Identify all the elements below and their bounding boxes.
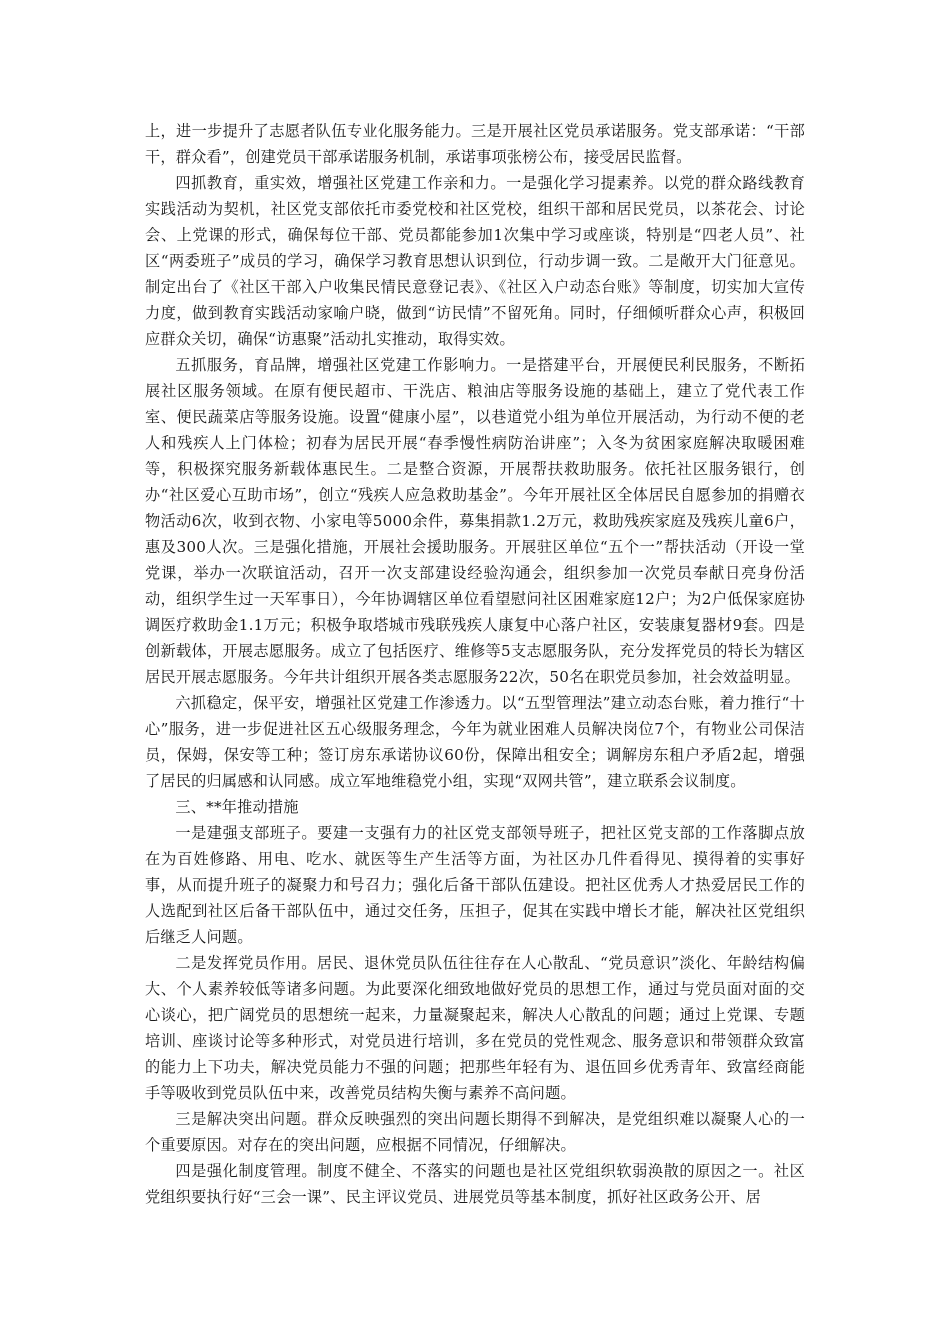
paragraph-service: 五抓服务，育品牌，增强社区党建工作影响力。一是搭建平台，开展便民利民服务，不断拓展社区服务领域。在原有便民超市、干洗店、粮油店等服务设施的基础上，建立了党代表工作室、便民蔬菜店等服务设施。设置“健康小屋”，以巷道党小组为单位开展活动，为行动不便的老人和残疾人上门体检；初春为居民开展“春季慢性病防治讲座”；入冬为贫困家庭解决取暖困难等，积极探究服务新载体惠民生。二是整合资源，开展帮扶救助服务。依托社区服务银行，创办“社区爱心互助市场”，创立“残疾人应急救助基金”。今年开展社区全体居民自愿参加的捐赠衣物活动6次，收到衣物、小家电等5000余件，募集捐款1.2万元，救助残疾家庭及残疾儿童6户，惠及300人次。三是强化措施，开展社会援助服务。开展驻区单位“五个一”帮扶活动（开设一堂党课，举办一次联谊活动，召开一次支部建设经验沟通会，组织参加一次党员奉献日亮身份活动，组织学生过一天军事日），今年协调辖区单位看望慰问社区困难家庭12户；为2户低保家庭协调医疗救助金1.1万元；积极争取塔城市残联残疾人康复中心落户社区，安装康复器材9套。四是创新载体，开展志愿服务。成立了包括医疗、维修等5支志愿服务队，充分发挥党员的特长为辖区居民开展志愿服务。今年共计组织开展各类志愿服务22次，50名在职党员参加，社会效益明显。 [145, 356, 805, 686]
paragraph-party-members: 二是发挥党员作用。居民、退休党员队伍往往存在人心散乱、“党员意识”淡化、年龄结构偏大、个人素养较低等诸多问题。为此要深化细致地做好党员的思想工作，通过与党员面对面的交心谈心，把广阔党员的思想统一起来，力量凝聚起来，解决人心散乱的问题；通过上党课、专题培训、座谈讨论等多种形式，对党员进行培训，多在党员的党性观念、服务意识和带领群众致富的能力上下功夫，解决党员能力不强的问题；把那些年轻有为、退伍回乡优秀青年、致富经商能手等吸收到党员队伍中来，改善党员结构失衡与素养不高问题。 [145, 954, 805, 1102]
paragraph-education: 四抓教育，重实效，增强社区党建工作亲和力。一是强化学习提素养。以党的群众路线教育实践活动为契机，社区党支部依托市委党校和社区党校，组织干部和居民党员，以茶花会、讨论会、上党课的形式，确保每位干部、党员都能参加1次集中学习或座谈，特别是“四老人员”、社区“两委班子”成员的学习，确保学习教育思想认识到位，行动步调一致。二是敞开大门征意见。制定出台了《社区干部入户收集民情民意登记表》、《社区入户动态台账》等制度，切实加大宣传力度，做到教育实践活动家喻户晓，做到“访民情”不留死角。同时，仔细倾听群众心声，积极回应群众关切，确保“访惠聚”活动扎实推动，取得实效。 [145, 174, 805, 348]
paragraph-system-management: 四是强化制度管理。制度不健全、不落实的问题也是社区党组织软弱涣散的原因之一。社区党组织要执行好“三会一课”、民主评议党员、进展党员等基本制度，抓好社区政务公开、居 [145, 1162, 805, 1206]
paragraph-problems: 三是解决突出问题。群众反映强烈的突出问题长期得不到解决，是党组织难以凝聚人心的一个重要原因。对存在的突出问题，应根据不同情况，仔细解决。 [145, 1110, 805, 1154]
paragraph-branch-team: 一是建强支部班子。要建一支强有力的社区党支部领导班子，把社区党支部的工作落脚点放在为百姓修路、用电、吃水、就医等生产生活等方面，为社区办几件看得见、摸得着的实事好事，从而提升班子的凝聚力和号召力；强化后备干部队伍建设。把社区优秀人才热爱居民工作的人选配到社区后备干部队伍中，通过交任务，压担子，促其在实践中增长才能，解决社区党组织后继乏人问题。 [145, 824, 805, 946]
section-heading-measures: 三、**年推动措施 [175, 798, 299, 816]
paragraph-continuation: 上，进一步提升了志愿者队伍专业化服务能力。三是开展社区党员承诺服务。党支部承诺：“干部干，群众看”，创建党员干部承诺服务机制，承诺事项张榜公布，接受居民监督。 [145, 122, 805, 166]
document-body [145, 118, 805, 1210]
paragraph-stability: 六抓稳定，保平安，增强社区党建工作渗透力。以“五型管理法”建立动态台账，着力推行“十心”服务，进一步促进社区五心级服务理念，今年为就业困难人员解决岗位7个，有物业公司保洁员，保姆，保安等工种；签订房东承诺协议60份，保障出租安全；调解房东租户矛盾2起，增强了居民的归属感和认同感。成立军地维稳党小组，实现“双网共管”，建立联系会议制度。 [145, 694, 805, 790]
